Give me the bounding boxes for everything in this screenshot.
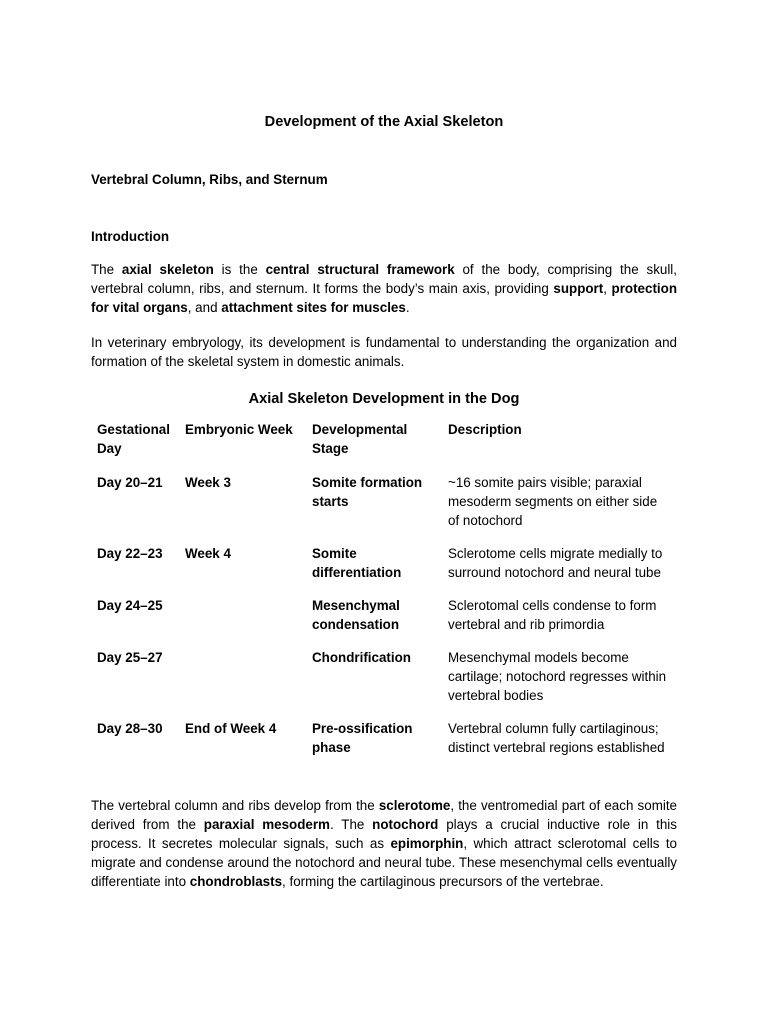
- development-table: [91, 418, 677, 769]
- bold-term: protection for vital organs: [91, 281, 677, 315]
- cell-week: Week 4: [185, 546, 231, 561]
- table-row: [91, 646, 677, 717]
- cell-week: [179, 594, 306, 646]
- text-run: , and: [187, 300, 222, 315]
- bold-term: paraxial mesoderm: [203, 817, 330, 832]
- cell-stage: Chondrification: [312, 650, 411, 665]
- header-embryonic-week: Embryonic Week: [185, 422, 293, 437]
- bold-term: attachment sites for muscles: [221, 300, 406, 315]
- table-row: [91, 542, 677, 594]
- cell-day: Day 20–21: [97, 475, 163, 490]
- text-run: , forming the cartilaginous precursors of the vertebrae.: [282, 874, 604, 889]
- bold-term: notochord: [372, 817, 439, 832]
- cell-description: Sclerotome cells migrate medially to surround notochord and neural tube: [448, 546, 663, 580]
- bold-term: epimorphin: [390, 836, 464, 851]
- cell-week: [179, 646, 306, 717]
- text-run: The vertebral column and ribs develop from the: [91, 798, 379, 813]
- table-header-row: [91, 418, 677, 471]
- intro-paragraph-2: In veterinary embryology, its development is fundamental to understanding the organization and formation of the skeletal system in domestic animals.: [91, 335, 677, 369]
- header-description: Description: [448, 422, 522, 437]
- text-run: is the: [213, 262, 266, 277]
- cell-stage: Somite differentiation: [312, 546, 402, 580]
- document-title: Development of the Axial Skeleton: [264, 114, 504, 130]
- cell-week: End of Week 4: [185, 721, 277, 736]
- cell-description: Vertebral column fully cartilaginous; distinct vertebral regions established: [448, 721, 665, 755]
- table-row: [91, 594, 677, 646]
- sclerotome-paragraph: [91, 796, 677, 891]
- intro-paragraph-1: [91, 260, 677, 317]
- text-run: , which attract sclerotomal cells to migrate and condense around the notochord and neural tube. These mesenchymal cells eventually differentiate into: [91, 836, 677, 889]
- cell-day: Day 24–25: [97, 598, 163, 613]
- bold-term: support: [553, 281, 604, 296]
- cell-stage: Mesenchymal condensation: [312, 598, 400, 632]
- table-row: [91, 717, 677, 769]
- text-run: plays a crucial inductive role in this process. It secretes molecular signals, such as: [91, 817, 677, 851]
- cell-stage: Pre-ossification phase: [312, 721, 413, 755]
- bold-term: sclerotome: [378, 798, 451, 813]
- text-run: , the ventromedial part of each somite derived from the: [91, 798, 677, 832]
- cell-description: ~16 somite pairs visible; paraxial mesoderm segments on either side of notochord: [448, 475, 658, 528]
- table-row: [91, 471, 677, 542]
- text-run: of the body, comprising the skull, vertebral column, ribs, and sternum. It forms the body’s main axis, providing: [91, 262, 678, 296]
- header-developmental-stage: Developmental Stage: [312, 422, 408, 456]
- cell-description: Sclerotomal cells condense to form vertebral and rib primordia: [448, 598, 657, 632]
- cell-week: Week 3: [185, 475, 231, 490]
- document-subtitle: Vertebral Column, Ribs, and Sternum: [91, 172, 328, 187]
- table-title: Axial Skeleton Development in the Dog: [248, 391, 520, 407]
- cell-day: Day 22–23: [97, 546, 163, 561]
- text-run: The: [91, 262, 122, 277]
- cell-description: Mesenchymal models become cartilage; notochord regresses within vertebral bodies: [448, 650, 667, 703]
- cell-day: Day 25–27: [97, 650, 163, 665]
- introduction-heading: Introduction: [91, 229, 170, 244]
- cell-day: Day 28–30: [97, 721, 163, 736]
- header-gestational-day: Gestational Day: [97, 422, 170, 456]
- cell-stage: Somite formation starts: [312, 475, 423, 509]
- text-run: .: [405, 300, 410, 315]
- bold-term: axial skeleton: [121, 262, 214, 277]
- bold-term: chondroblasts: [189, 874, 283, 889]
- text-run: . The: [329, 817, 373, 832]
- bold-term: central structural framework: [265, 262, 455, 277]
- text-run: ,: [603, 281, 612, 296]
